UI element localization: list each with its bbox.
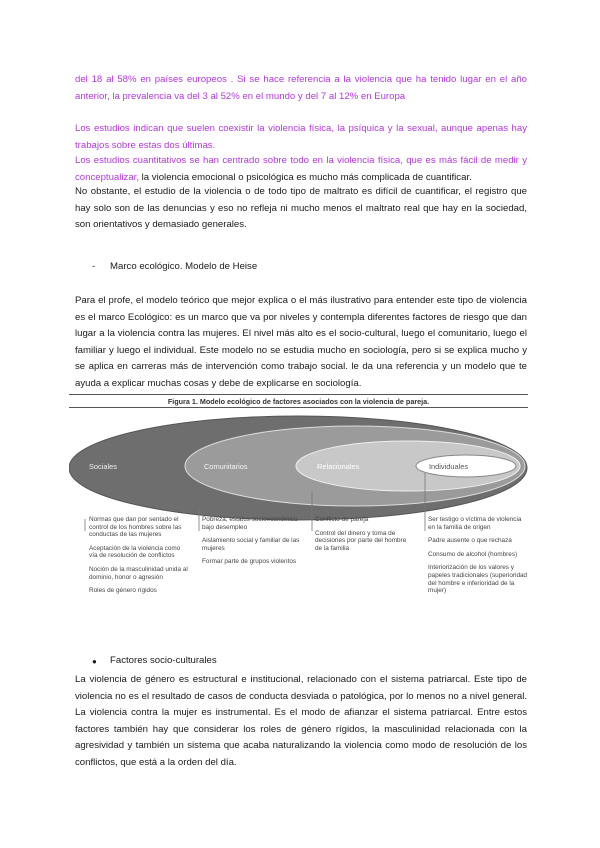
factor-item: Conflicto de pareja [315, 516, 369, 523]
label-comunitarios: Comunitarios [204, 462, 248, 471]
ecological-model-figure [69, 397, 528, 642]
factor-item: Consumo de alcohol (hombres) [428, 550, 518, 558]
factor-item: Ser testigo o víctima de violencia en la familia de origen [428, 516, 522, 531]
factors-relacionales [315, 516, 415, 558]
factor-item: Pobreza, estatus socioeconómico bajo desempleo [202, 516, 298, 531]
factor-item: Noción de la masculinidad unida al dominio, honor o agresión [89, 565, 188, 581]
heading-socio-cultural: Factores socio-culturales [110, 655, 217, 666]
paragraph-quantitative-highlight: Los estudios cuantitativos se han centrado sobre todo en la violencia física, que es más fácil de medir y conceptualizar, [75, 155, 527, 183]
paragraph-quantitative [75, 153, 527, 186]
paragraph-quantitative-rest: la violencia emocional o psicológica es mucho más complicada de cuantificar. [139, 171, 472, 183]
factor-item: Normas que dan por sentado el control de los hombres sobre las conductas de las mujeres [89, 516, 182, 539]
paragraph-nonetheless: No obstante, el estudio de la violencia o de todo tipo de maltrato es difícil de cuantificar, el registro que hay solo son de las denuncias y eso no refleja ni mucho menos el maltrato real que hay en la sociedad, son orientativos y demasiado generales. [75, 186, 527, 231]
factor-item: Interiorización de los valores y papeles tradicionales (superioridad del hombre e inferioridad de la mujer) [428, 564, 528, 595]
factor-item: Aceptación de la violencia como vía de resolución de conflictos [89, 544, 181, 560]
heading-heise-model: Marco ecológico. Modelo de Heise [110, 261, 258, 272]
figure-top-rule [69, 394, 528, 395]
paragraph-socio-cultural: La violencia de género es estructural e institucional, relacionado con el sistema patriarcal. Este tipo de violencia no es el resultado de casos de conducta desviada o patológica, por lo menos no a nivel general. La violencia contra la mujer es instrumental. Es el modo de afianzar el sistema patriarcal. Entre estos factores también hay que considerar los roles de género rígidos, la masculinidad relacionada con la agresividad y también un sistema que acaba naturalizando la violencia como modo de resolución de los conflictos, que está a la orden del día. [75, 674, 527, 768]
label-relacionales: Relacionales [317, 462, 360, 471]
figure-title: Figura 1. Modelo ecológico de factores asociados con la violencia de pareja. [167, 397, 430, 406]
figure-title-rule [69, 407, 528, 408]
factor-item: Aislamiento social y familiar de las mujeres [202, 537, 300, 552]
factor-item: Control del dinero y toma de decisiones por parte del hombre de la familia [315, 529, 407, 552]
factor-item: Padre ausente o que rechaza [428, 537, 512, 545]
factors-individuales [428, 516, 528, 601]
dot-bullet: ● [92, 657, 97, 666]
paragraph-prevalence: del 18 al 58% en países europeos . Si se hace referencia a la violencia que ha tenido lugar en el año anterior, la prevalencia va del 3 al 52% en el mundo y del 7 al 12% en Europa [75, 74, 527, 102]
label-sociales: Sociales [89, 462, 117, 471]
factor-item: Roles de género rígidos [89, 587, 157, 595]
dash-bullet: - [92, 261, 96, 272]
factors-sociales [89, 516, 189, 601]
factor-item: Formar parte de grupos violentos [202, 558, 297, 566]
paragraph-ecological-model: Para el profe, el modelo teórico que mejor explica o el más ilustrativo para entender este tipo de violencia es el marco Ecológico: es un marco que va por niveles y contempla diferentes factores de riesgo que dan lugar a la violencia contra las mujeres. El nivel más alto es el socio-cultural, luego el comunitario, luego el familiar y luego el individual. Este modelo no se estudia mucho en sociología, pero si se explica mucho y se aplica en carreras más de intervención como trabajo social. le da una referencia y un modelo que te ayuda a explicar muchas cosas y debe de explicarse en sociología. [75, 295, 527, 389]
label-individuales: Individuales [429, 462, 469, 471]
factors-comunitarios [202, 516, 302, 572]
paragraph-coexist: Los estudios indican que suelen coexistir la violencia física, la psíquica y la sexual, aunque apenas hay trabajos sobre estas dos últimas. [75, 123, 527, 151]
